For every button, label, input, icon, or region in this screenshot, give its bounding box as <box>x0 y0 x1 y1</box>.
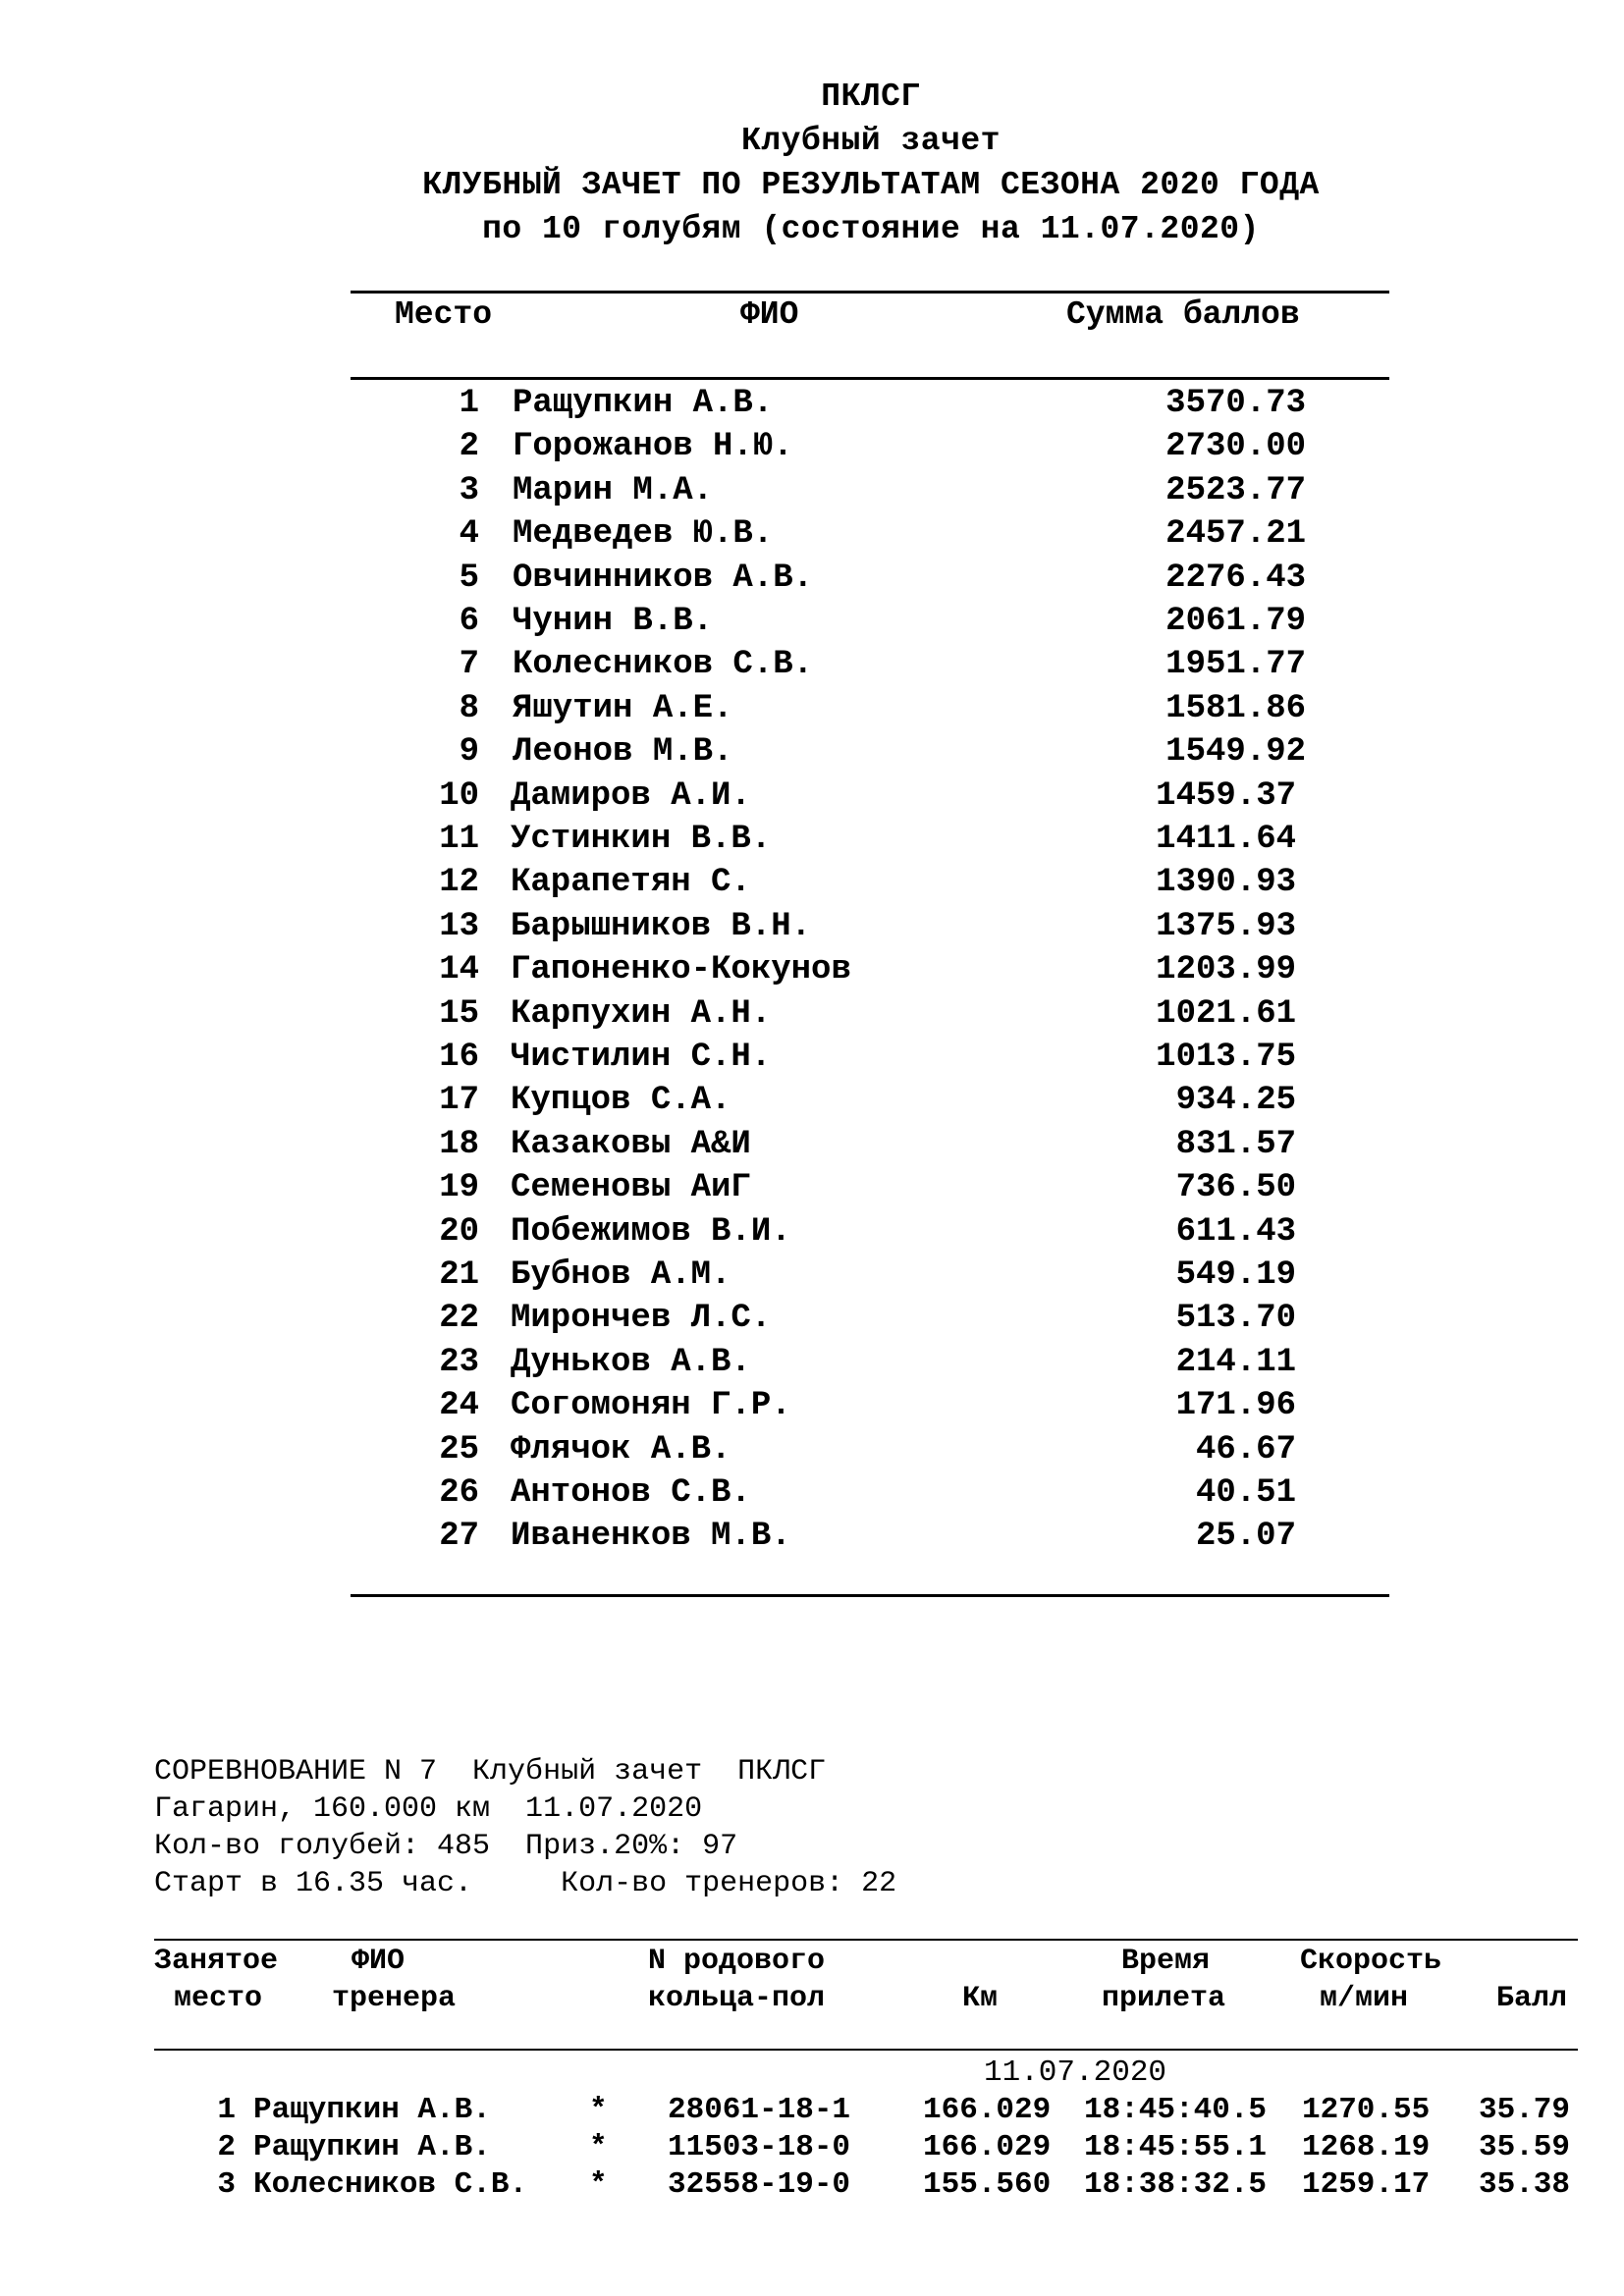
ranking-score: 214.11 <box>1175 1343 1296 1381</box>
results-header-rule <box>154 2049 1578 2051</box>
ranking-row <box>0 1039 1624 1082</box>
ranking-row <box>0 1300 1624 1343</box>
ranking-place: 24 <box>439 1387 479 1425</box>
ranking-place: 12 <box>439 864 479 902</box>
ranking-score: 1203.99 <box>1156 951 1296 989</box>
ranking-name: Иваненков М.В. <box>511 1518 791 1556</box>
ranking-place: 18 <box>439 1125 479 1163</box>
ranking-row <box>0 690 1624 733</box>
result-ring: 11503-18-0 <box>668 2130 851 2164</box>
ranking-row <box>0 472 1624 515</box>
ranking-name: Бубнов А.М. <box>511 1256 731 1294</box>
result-name: Ращупкин А.В. <box>253 2093 491 2127</box>
competition-counts: Кол-во голубей: 485 Приз.20%: 97 <box>154 1830 738 1863</box>
ranking-score: 1375.93 <box>1156 907 1296 945</box>
ranking-name: Антонов С.В. <box>511 1474 751 1512</box>
result-name: Ращупкин А.В. <box>253 2130 491 2164</box>
ranking-place: 15 <box>439 994 479 1033</box>
results-col-ring-top: N родового <box>648 1945 826 1978</box>
ranking-row <box>0 1344 1624 1387</box>
col-header-place: Место <box>395 296 493 333</box>
ranking-name: Мирончев Л.С. <box>511 1300 772 1338</box>
ranking-score: 2730.00 <box>1165 428 1306 466</box>
ranking-place: 17 <box>439 1082 479 1120</box>
ranking-row <box>0 515 1624 559</box>
ranking-score: 3570.73 <box>1165 385 1306 422</box>
ranking-row <box>0 1387 1624 1430</box>
result-time: 18:38:32.5 <box>1084 2167 1268 2202</box>
ranking-score: 40.51 <box>1195 1474 1296 1512</box>
results-col-speed-bottom: м/мин <box>1320 1982 1409 2015</box>
ranking-name: Ращупкин А.В. <box>513 385 774 422</box>
results-top-rule <box>154 1939 1578 1941</box>
results-col-name-top: ФИО <box>352 1945 406 1978</box>
ranking-score: 1390.93 <box>1156 864 1296 902</box>
ranking-name: Марин М.А. <box>513 471 714 509</box>
results-col-score: Балл <box>1496 1982 1568 2015</box>
ranking-name: Овчинников А.В. <box>513 559 814 597</box>
result-place: 1 <box>217 2093 236 2127</box>
ranking-place: 8 <box>459 689 479 727</box>
ranking-score: 2061.79 <box>1165 603 1306 640</box>
result-km: 155.560 <box>923 2167 1052 2202</box>
ranking-name: Леонов М.В. <box>513 733 733 772</box>
ranking-row <box>0 1169 1624 1212</box>
ranking-row <box>0 1256 1624 1300</box>
result-score: 35.38 <box>1479 2167 1571 2202</box>
results-row <box>0 2093 1624 2130</box>
result-place: 3 <box>217 2167 236 2202</box>
result-mark: * <box>589 2093 608 2127</box>
ranking-place: 13 <box>439 907 479 945</box>
report-scope: по 10 голубям (состояние на 11.07.2020) <box>482 211 1260 247</box>
results-row <box>0 2167 1624 2205</box>
ranking-row <box>0 1082 1624 1125</box>
ranking-row <box>0 777 1624 821</box>
ranking-row <box>0 428 1624 471</box>
result-mark: * <box>589 2167 608 2202</box>
results-col-place-top: Занятое <box>154 1945 279 1978</box>
ranking-name: Казаковы А&И <box>511 1125 751 1163</box>
ranking-place: 9 <box>459 733 479 772</box>
results-col-time-bottom: прилета <box>1102 1982 1226 2015</box>
ranking-row <box>0 951 1624 994</box>
result-time: 18:45:55.1 <box>1084 2130 1268 2164</box>
ranking-place: 19 <box>439 1169 479 1207</box>
ranking-place: 5 <box>459 559 479 597</box>
ranking-row <box>0 733 1624 776</box>
result-ring: 32558-19-0 <box>668 2167 851 2202</box>
results-col-time-top: Время <box>1121 1945 1211 1978</box>
ranking-place: 1 <box>459 385 479 422</box>
results-date: 11.07.2020 <box>984 2056 1167 2090</box>
ranking-name: Чистилин С.Н. <box>511 1039 772 1076</box>
ranking-score: 2276.43 <box>1165 559 1306 597</box>
ranking-name: Яшутин А.Е. <box>513 689 733 727</box>
ranking-place: 11 <box>439 821 479 858</box>
ranking-name: Семеновы АиГ <box>511 1169 751 1207</box>
ranking-place: 4 <box>459 515 479 554</box>
result-speed: 1268.19 <box>1302 2130 1431 2164</box>
results-col-ring-bottom: кольца-пол <box>648 1982 826 2015</box>
results-col-place-bottom: место <box>174 1982 263 2015</box>
ranking-score: 611.43 <box>1175 1212 1296 1251</box>
report-subtitle: Клубный зачет <box>741 123 1001 159</box>
ranking-name: Горожанов Н.Ю. <box>513 428 793 466</box>
ranking-name: Карапетян С. <box>511 864 751 902</box>
ranking-name: Дамиров А.И. <box>511 776 751 815</box>
result-speed: 1270.55 <box>1302 2093 1431 2127</box>
ranking-place: 21 <box>439 1256 479 1294</box>
ranking-score: 2457.21 <box>1165 515 1306 554</box>
report-org: ПКЛСГ <box>821 79 921 115</box>
ranking-place: 22 <box>439 1300 479 1338</box>
result-score: 35.59 <box>1479 2130 1571 2164</box>
report-title: КЛУБНЫЙ ЗАЧЕТ ПО РЕЗУЛЬТАТАМ СЕЗОНА 2020 ГОДА <box>422 167 1320 203</box>
ranking-score: 25.07 <box>1195 1518 1296 1556</box>
ranking-score: 831.57 <box>1175 1125 1296 1163</box>
ranking-row <box>0 1431 1624 1474</box>
ranking-header-rule <box>351 377 1389 380</box>
result-km: 166.029 <box>923 2093 1052 2127</box>
result-speed: 1259.17 <box>1302 2167 1431 2202</box>
results-col-speed-top: Скорость <box>1300 1945 1442 1978</box>
ranking-bottom-rule <box>351 1594 1389 1597</box>
ranking-row <box>0 385 1624 428</box>
result-name: Колесников С.В. <box>253 2167 528 2202</box>
ranking-score: 46.67 <box>1195 1430 1296 1468</box>
result-place: 2 <box>217 2130 236 2164</box>
ranking-place: 27 <box>439 1518 479 1556</box>
results-col-name-bottom: тренера <box>332 1982 457 2015</box>
ranking-name: Медведев Ю.В. <box>513 515 774 554</box>
competition-location: Гагарин, 160.000 км 11.07.2020 <box>154 1792 703 1826</box>
ranking-row <box>0 603 1624 646</box>
ranking-row <box>0 908 1624 951</box>
col-header-name: ФИО <box>740 296 799 333</box>
ranking-score: 1549.92 <box>1165 733 1306 772</box>
competition-title: СОРЕВНОВАНИЕ N 7 Клубный зачет ПКЛСГ <box>154 1755 827 1789</box>
ranking-row <box>0 995 1624 1039</box>
ranking-place: 14 <box>439 951 479 989</box>
ranking-score: 2523.77 <box>1165 471 1306 509</box>
ranking-name: Устинкин В.В. <box>511 821 772 858</box>
ranking-row <box>0 1474 1624 1518</box>
ranking-row <box>0 1126 1624 1169</box>
ranking-place: 2 <box>459 428 479 466</box>
ranking-name: Барышников В.Н. <box>511 907 812 945</box>
ranking-score: 1951.77 <box>1165 646 1306 684</box>
ranking-score: 1411.64 <box>1156 821 1296 858</box>
col-header-score: Сумма баллов <box>1066 296 1300 333</box>
ranking-name: Гапоненко-Кокунов <box>511 951 851 989</box>
ranking-place: 16 <box>439 1039 479 1076</box>
ranking-score: 1013.75 <box>1156 1039 1296 1076</box>
ranking-score: 1021.61 <box>1156 994 1296 1033</box>
ranking-name: Колесников С.В. <box>513 646 814 684</box>
ranking-row <box>0 1213 1624 1256</box>
ranking-score: 513.70 <box>1175 1300 1296 1338</box>
ranking-row <box>0 1518 1624 1561</box>
ranking-place: 10 <box>439 776 479 815</box>
ranking-score: 171.96 <box>1175 1387 1296 1425</box>
ranking-name: Побежимов В.И. <box>511 1212 791 1251</box>
ranking-name: Флячок А.В. <box>511 1430 731 1468</box>
result-km: 166.029 <box>923 2130 1052 2164</box>
ranking-row <box>0 560 1624 603</box>
ranking-row <box>0 821 1624 864</box>
ranking-name: Согомонян Г.Р. <box>511 1387 791 1425</box>
ranking-place: 26 <box>439 1474 479 1512</box>
ranking-name: Чунин В.В. <box>513 603 714 640</box>
results-row <box>0 2130 1624 2167</box>
result-time: 18:45:40.5 <box>1084 2093 1268 2127</box>
ranking-place: 3 <box>459 471 479 509</box>
ranking-score: 934.25 <box>1175 1082 1296 1120</box>
ranking-place: 6 <box>459 603 479 640</box>
competition-start: Старт в 16.35 час. Кол-во тренеров: 22 <box>154 1867 897 1900</box>
ranking-score: 736.50 <box>1175 1169 1296 1207</box>
results-col-km: Км <box>962 1982 999 2015</box>
ranking-place: 23 <box>439 1343 479 1381</box>
ranking-row <box>0 646 1624 689</box>
ranking-score: 1459.37 <box>1156 776 1296 815</box>
ranking-name: Дуньков А.В. <box>511 1343 751 1381</box>
ranking-place: 25 <box>439 1430 479 1468</box>
ranking-score: 549.19 <box>1175 1256 1296 1294</box>
result-ring: 28061-18-1 <box>668 2093 851 2127</box>
ranking-row <box>0 864 1624 907</box>
ranking-place: 20 <box>439 1212 479 1251</box>
ranking-top-rule <box>351 291 1389 294</box>
ranking-place: 7 <box>459 646 479 684</box>
ranking-name: Карпухин А.Н. <box>511 994 772 1033</box>
result-score: 35.79 <box>1479 2093 1571 2127</box>
ranking-score: 1581.86 <box>1165 689 1306 727</box>
result-mark: * <box>589 2130 608 2164</box>
ranking-name: Купцов С.А. <box>511 1082 731 1120</box>
